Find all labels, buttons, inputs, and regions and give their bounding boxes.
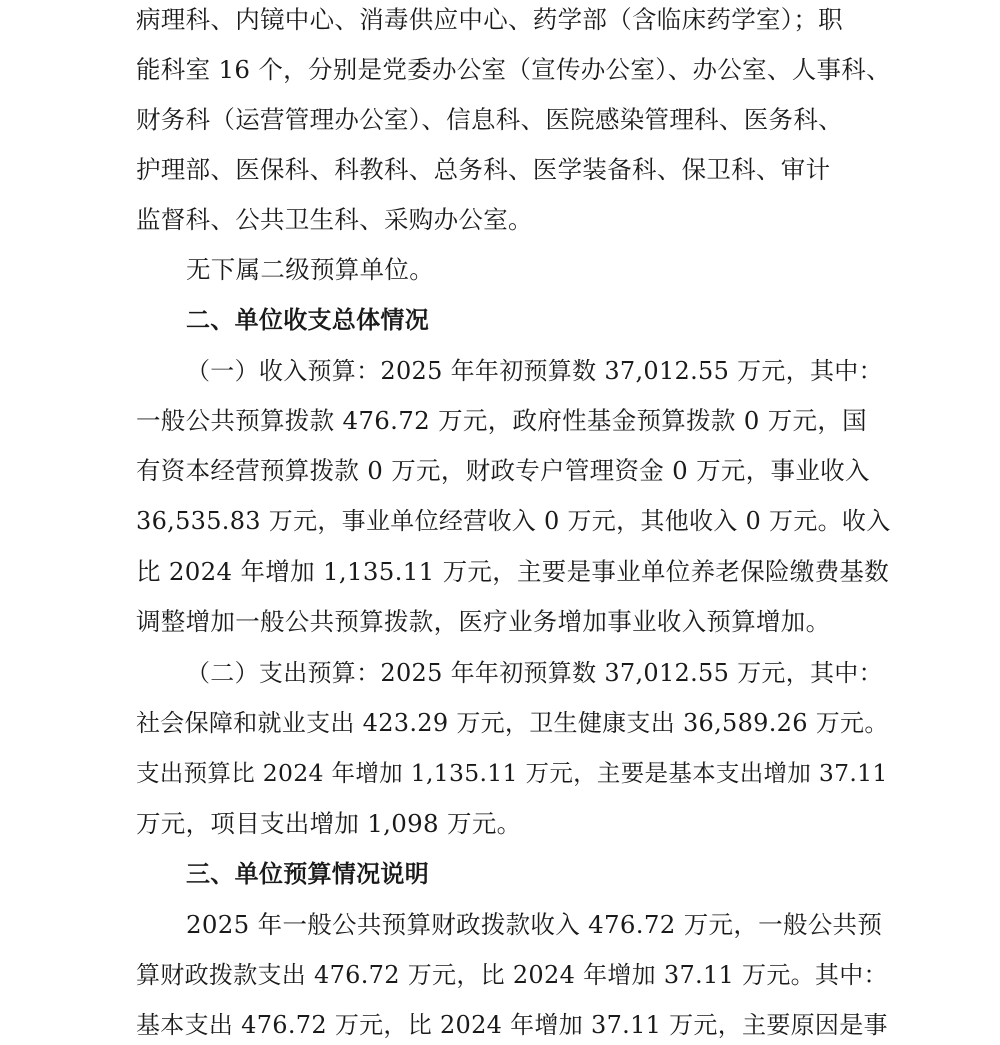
section-heading-2: 二、单位收支总体情况 [186, 306, 429, 334]
paragraph-line: 能科室 16 个，分别是党委办公室（宣传办公室）、办公室、人事科、 [136, 55, 891, 84]
paragraph-line: 病理科、内镜中心、消毒供应中心、药学部（含临床药学室）；职 [136, 5, 843, 34]
paragraph-line: 支出预算比 2024 年增加 1,135.11 万元，主要是基本支出增加 37.11 [136, 759, 888, 787]
paragraph-line: （一）收入预算：2025 年年初预算数 37,012.55 万元，其中： [186, 357, 883, 385]
paragraph-line: 2025 年一般公共预算财政拨款收入 476.72 万元，一般公共预 [186, 910, 883, 939]
paragraph-line: 监督科、公共卫生科、采购办公室。 [136, 205, 533, 234]
paragraph-line: 算财政拨款支出 476.72 万元，比 2024 年增加 37.11 万元。其中： [136, 961, 888, 989]
paragraph-line: 36,535.83 万元，事业单位经营收入 0 万元，其他收入 0 万元。收入 [136, 507, 891, 535]
paragraph-line: 比 2024 年增加 1,135.11 万元，主要是事业单位养老保险缴费基数 [136, 557, 890, 586]
paragraph-line: 无下属二级预算单位。 [186, 255, 434, 284]
paragraph-line: 护理部、医保科、科教科、总务科、医学装备科、保卫科、审计 [136, 155, 831, 184]
paragraph-line: 调整增加一般公共预算拨款，医疗业务增加事业收入预算增加。 [136, 607, 831, 636]
paragraph-line: （二）支出预算：2025 年年初预算数 37,012.55 万元，其中： [186, 659, 883, 687]
paragraph-line: 一般公共预算拨款 476.72 万元，政府性基金预算拨款 0 万元，国 [136, 406, 867, 435]
paragraph-line: 财务科（运营管理办公室）、信息科、医院感染管理科、医务科、 [136, 105, 843, 134]
section-heading-3: 三、单位预算情况说明 [186, 860, 429, 888]
paragraph-line: 万元，项目支出增加 1,098 万元。 [136, 809, 522, 838]
paragraph-line: 社会保障和就业支出 423.29 万元，卫生健康支出 36,589.26 万元。 [136, 709, 889, 737]
paragraph-line: 基本支出 476.72 万元，比 2024 年增加 37.11 万元，主要原因是事 [136, 1011, 888, 1039]
paragraph-line: 有资本经营预算拨款 0 万元，财政专户管理资金 0 万元，事业收入 [136, 456, 870, 485]
